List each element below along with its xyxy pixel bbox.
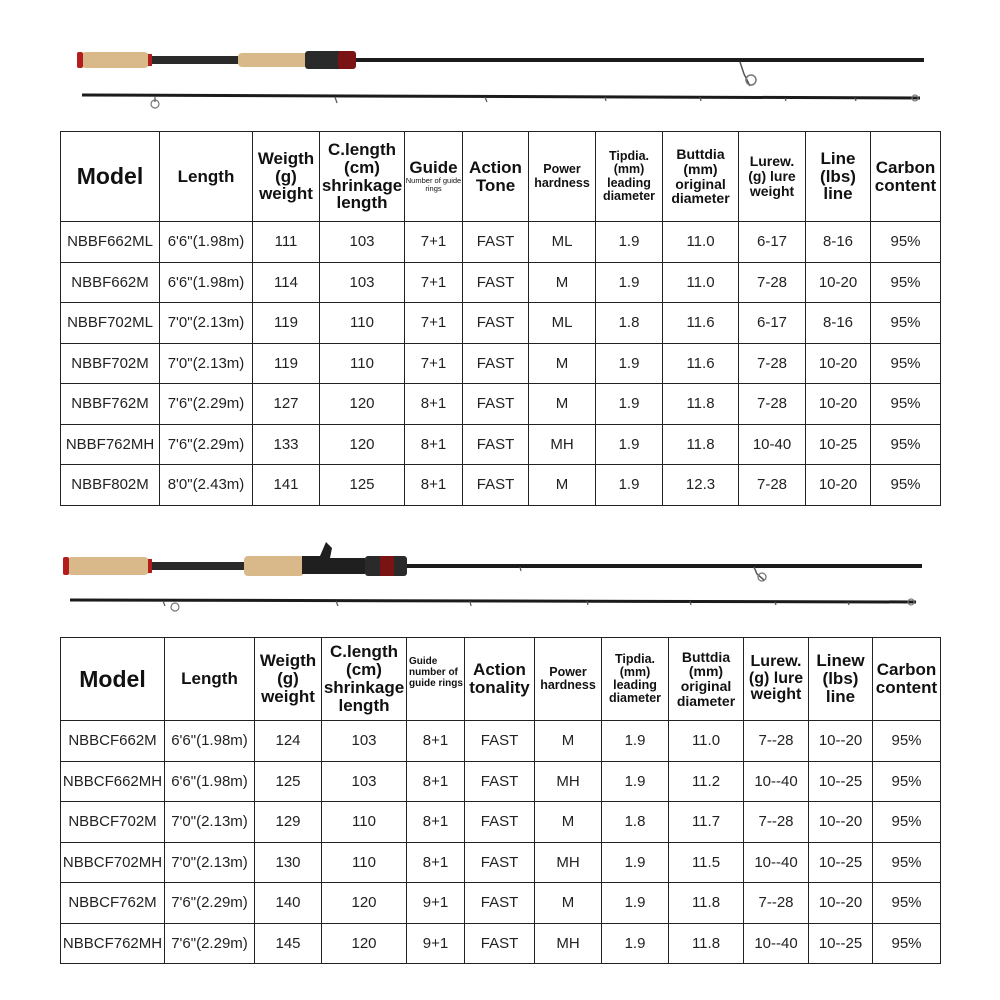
cell-guide: 8+1 — [405, 465, 463, 506]
table-row — [61, 883, 941, 924]
cell-power: ML — [529, 222, 596, 263]
spinning-header-model: Model — [61, 132, 160, 222]
table-row — [61, 721, 941, 762]
cell-power: M — [535, 883, 602, 924]
cell-power: M — [535, 721, 602, 762]
cell-guide: 7+1 — [405, 343, 463, 384]
cell-buttdia: 12.3 — [663, 465, 739, 506]
cell-tipdia: 1.9 — [596, 262, 663, 303]
cell-action: FAST — [463, 222, 529, 263]
table-row — [61, 465, 941, 506]
cell-guide: 8+1 — [407, 802, 465, 843]
cell-guide: 8+1 — [405, 384, 463, 425]
cell-weight: 114 — [253, 262, 320, 303]
cell-clength: 110 — [320, 303, 405, 344]
spinning-rod-illustration — [0, 40, 1000, 115]
cell-tipdia: 1.8 — [596, 303, 663, 344]
cell-guide: 7+1 — [405, 222, 463, 263]
cell-weight: 124 — [255, 721, 322, 762]
cell-length: 6'6"(1.98m) — [165, 721, 255, 762]
cell-buttdia: 11.8 — [663, 424, 739, 465]
table-row — [61, 343, 941, 384]
cell-clength: 120 — [322, 923, 407, 964]
cell-power: ML — [529, 303, 596, 344]
cell-lure: 10--40 — [744, 923, 809, 964]
cell-model: NBBF762MH — [61, 424, 160, 465]
cell-carbon: 95% — [871, 343, 941, 384]
cell-guide: 8+1 — [407, 721, 465, 762]
cell-action: FAST — [465, 923, 535, 964]
cell-buttdia: 11.8 — [663, 384, 739, 425]
cell-action: FAST — [465, 721, 535, 762]
cell-length: 6'6"(1.98m) — [165, 761, 255, 802]
cell-clength: 125 — [320, 465, 405, 506]
cell-model: NBBF762M — [61, 384, 160, 425]
cell-buttdia: 11.8 — [669, 923, 744, 964]
cell-lure: 7-28 — [739, 465, 806, 506]
cell-carbon: 95% — [871, 465, 941, 506]
cell-guide: 9+1 — [407, 883, 465, 924]
cell-model: NBBCF762MH — [61, 923, 165, 964]
cell-action: FAST — [465, 761, 535, 802]
cell-carbon: 95% — [871, 262, 941, 303]
cell-action: FAST — [463, 465, 529, 506]
cell-weight: 119 — [253, 303, 320, 344]
cell-lure: 7--28 — [744, 802, 809, 843]
cell-weight: 145 — [255, 923, 322, 964]
cell-action: FAST — [463, 303, 529, 344]
spinning-header-tipdia: Tipdia. (mm) leading diameter — [596, 132, 663, 222]
cell-tipdia: 1.9 — [596, 384, 663, 425]
spinning-header-clength: C.length (cm) shrinkage length — [320, 132, 405, 222]
cell-clength: 103 — [320, 262, 405, 303]
cell-clength: 103 — [322, 721, 407, 762]
casting-table-body — [61, 721, 941, 964]
cell-clength: 110 — [322, 802, 407, 843]
cell-line: 8-16 — [806, 222, 871, 263]
cell-tipdia: 1.9 — [596, 222, 663, 263]
cell-carbon: 95% — [871, 222, 941, 263]
cell-buttdia: 11.0 — [669, 721, 744, 762]
cell-lure: 7-28 — [739, 262, 806, 303]
cell-guide: 8+1 — [405, 424, 463, 465]
cell-action: FAST — [463, 384, 529, 425]
cell-length: 7'6"(2.29m) — [165, 883, 255, 924]
cell-lure: 10--40 — [744, 761, 809, 802]
cell-model: NBBCF662M — [61, 721, 165, 762]
cell-line: 10--25 — [809, 842, 873, 883]
spinning-header-row — [61, 132, 941, 222]
cell-clength: 103 — [322, 761, 407, 802]
cell-power: M — [529, 384, 596, 425]
cell-model: NBBF802M — [61, 465, 160, 506]
cell-weight: 119 — [253, 343, 320, 384]
cell-line: 10--20 — [809, 802, 873, 843]
casting-header-lure: Lurew. (g) lure weight — [744, 638, 809, 721]
casting-header-guide: Guide number of guide rings — [407, 638, 465, 721]
cell-clength: 103 — [320, 222, 405, 263]
casting-header-tipdia: Tipdia. (mm) leading diameter — [602, 638, 669, 721]
cell-tipdia: 1.9 — [602, 721, 669, 762]
cell-clength: 120 — [320, 424, 405, 465]
spinning-table-body — [61, 222, 941, 506]
cell-weight: 141 — [253, 465, 320, 506]
cell-weight: 129 — [255, 802, 322, 843]
cell-power: M — [529, 465, 596, 506]
cell-action: FAST — [463, 262, 529, 303]
spinning-header-buttdia: Buttdia (mm) original diameter — [663, 132, 739, 222]
cell-power: M — [529, 343, 596, 384]
table-row — [61, 303, 941, 344]
cell-length: 7'6"(2.29m) — [160, 384, 253, 425]
cell-tipdia: 1.9 — [596, 465, 663, 506]
cell-power: MH — [535, 761, 602, 802]
cell-line: 10-20 — [806, 262, 871, 303]
cell-power: MH — [535, 923, 602, 964]
cell-lure: 7--28 — [744, 883, 809, 924]
cell-model: NBBF702M — [61, 343, 160, 384]
cell-weight: 140 — [255, 883, 322, 924]
cell-length: 7'0"(2.13m) — [160, 303, 253, 344]
cell-power: MH — [529, 424, 596, 465]
casting-header-line: Linew (lbs) line — [809, 638, 873, 721]
casting-header-power: Power hardness — [535, 638, 602, 721]
cell-tipdia: 1.9 — [596, 424, 663, 465]
cell-weight: 133 — [253, 424, 320, 465]
cell-carbon: 95% — [873, 721, 941, 762]
cell-clength: 110 — [320, 343, 405, 384]
cell-length: 6'6"(1.98m) — [160, 222, 253, 263]
cell-clength: 110 — [322, 842, 407, 883]
cell-lure: 10-40 — [739, 424, 806, 465]
cell-length: 8'0"(2.43m) — [160, 465, 253, 506]
spinning-header-weight: Weigth (g) weight — [253, 132, 320, 222]
cell-model: NBBF662ML — [61, 222, 160, 263]
casting-header-buttdia: Buttdia (mm) original diameter — [669, 638, 744, 721]
cell-line: 10--25 — [809, 923, 873, 964]
spinning-header-power: Power hardness — [529, 132, 596, 222]
casting-header-length: Length — [165, 638, 255, 721]
casting-header-row — [61, 638, 941, 721]
cell-weight: 130 — [255, 842, 322, 883]
cell-buttdia: 11.6 — [663, 303, 739, 344]
cell-lure: 7--28 — [744, 721, 809, 762]
spinning-spec-table — [60, 131, 941, 506]
cell-model: NBBF662M — [61, 262, 160, 303]
cell-lure: 10--40 — [744, 842, 809, 883]
cell-length: 6'6"(1.98m) — [160, 262, 253, 303]
spinning-header-lure: Lurew. (g) lure weight — [739, 132, 806, 222]
cell-lure: 6-17 — [739, 222, 806, 263]
cell-model: NBBCF762M — [61, 883, 165, 924]
cell-line: 10-20 — [806, 384, 871, 425]
spinning-rod-butt-section — [77, 51, 924, 86]
cell-line: 10-20 — [806, 465, 871, 506]
cell-buttdia: 11.2 — [669, 761, 744, 802]
cell-tipdia: 1.9 — [596, 343, 663, 384]
cell-clength: 120 — [322, 883, 407, 924]
casting-header-weight: Weigth (g) weight — [255, 638, 322, 721]
spinning-rod-tip-section — [82, 95, 920, 108]
cell-model: NBBCF662MH — [61, 761, 165, 802]
cell-buttdia: 11.6 — [663, 343, 739, 384]
casting-header-carbon: Carbon content — [873, 638, 941, 721]
cell-model: NBBCF702M — [61, 802, 165, 843]
cell-carbon: 95% — [871, 303, 941, 344]
cell-length: 7'0"(2.13m) — [165, 842, 255, 883]
cell-weight: 125 — [255, 761, 322, 802]
cell-lure: 7-28 — [739, 343, 806, 384]
casting-rod-tip-section — [70, 599, 916, 611]
cell-tipdia: 1.9 — [602, 842, 669, 883]
table-row — [61, 802, 941, 843]
cell-buttdia: 11.0 — [663, 222, 739, 263]
cell-action: FAST — [463, 343, 529, 384]
cell-tipdia: 1.9 — [602, 923, 669, 964]
cell-buttdia: 11.8 — [669, 883, 744, 924]
cell-action: FAST — [465, 883, 535, 924]
cell-carbon: 95% — [871, 424, 941, 465]
cell-carbon: 95% — [871, 384, 941, 425]
cell-guide: 8+1 — [407, 842, 465, 883]
casting-rod-illustration — [0, 540, 1000, 615]
cell-carbon: 95% — [873, 761, 941, 802]
cell-guide: 9+1 — [407, 923, 465, 964]
casting-rod-butt-section — [63, 542, 922, 581]
spinning-header-line: Line (lbs) line — [806, 132, 871, 222]
cell-power: M — [529, 262, 596, 303]
casting-header-clength: C.length (cm) shrinkage length — [322, 638, 407, 721]
cell-guide: 7+1 — [405, 303, 463, 344]
table-row — [61, 262, 941, 303]
cell-length: 7'6"(2.29m) — [165, 923, 255, 964]
table-row — [61, 424, 941, 465]
cell-guide: 7+1 — [405, 262, 463, 303]
casting-spec-table — [60, 637, 941, 964]
cell-line: 10-25 — [806, 424, 871, 465]
spinning-header-length: Length — [160, 132, 253, 222]
cell-length: 7'6"(2.29m) — [160, 424, 253, 465]
cell-action: FAST — [465, 802, 535, 843]
table-row — [61, 222, 941, 263]
cell-tipdia: 1.9 — [602, 883, 669, 924]
table-row — [61, 761, 941, 802]
cell-carbon: 95% — [873, 842, 941, 883]
table-row — [61, 384, 941, 425]
cell-carbon: 95% — [873, 923, 941, 964]
spinning-header-guide: Guide Number of guide rings — [405, 132, 463, 222]
cell-guide: 8+1 — [407, 761, 465, 802]
spinning-header-carbon: Carbon content — [871, 132, 941, 222]
cell-tipdia: 1.9 — [602, 761, 669, 802]
cell-power: MH — [535, 842, 602, 883]
cell-line: 10--25 — [809, 761, 873, 802]
spinning-header-action: Action Tone — [463, 132, 529, 222]
cell-clength: 120 — [320, 384, 405, 425]
cell-lure: 6-17 — [739, 303, 806, 344]
cell-buttdia: 11.0 — [663, 262, 739, 303]
cell-buttdia: 11.7 — [669, 802, 744, 843]
casting-header-model: Model — [61, 638, 165, 721]
cell-power: M — [535, 802, 602, 843]
cell-lure: 7-28 — [739, 384, 806, 425]
cell-weight: 127 — [253, 384, 320, 425]
casting-header-action: Action tonality — [465, 638, 535, 721]
cell-line: 10--20 — [809, 721, 873, 762]
cell-action: FAST — [465, 842, 535, 883]
cell-buttdia: 11.5 — [669, 842, 744, 883]
cell-carbon: 95% — [873, 802, 941, 843]
cell-carbon: 95% — [873, 883, 941, 924]
cell-model: NBBCF702MH — [61, 842, 165, 883]
cell-weight: 111 — [253, 222, 320, 263]
table-row — [61, 923, 941, 964]
cell-line: 10--20 — [809, 883, 873, 924]
cell-line: 10-20 — [806, 343, 871, 384]
cell-model: NBBF702ML — [61, 303, 160, 344]
cell-tipdia: 1.8 — [602, 802, 669, 843]
cell-length: 7'0"(2.13m) — [160, 343, 253, 384]
cell-line: 8-16 — [806, 303, 871, 344]
table-row — [61, 842, 941, 883]
cell-length: 7'0"(2.13m) — [165, 802, 255, 843]
cell-action: FAST — [463, 424, 529, 465]
